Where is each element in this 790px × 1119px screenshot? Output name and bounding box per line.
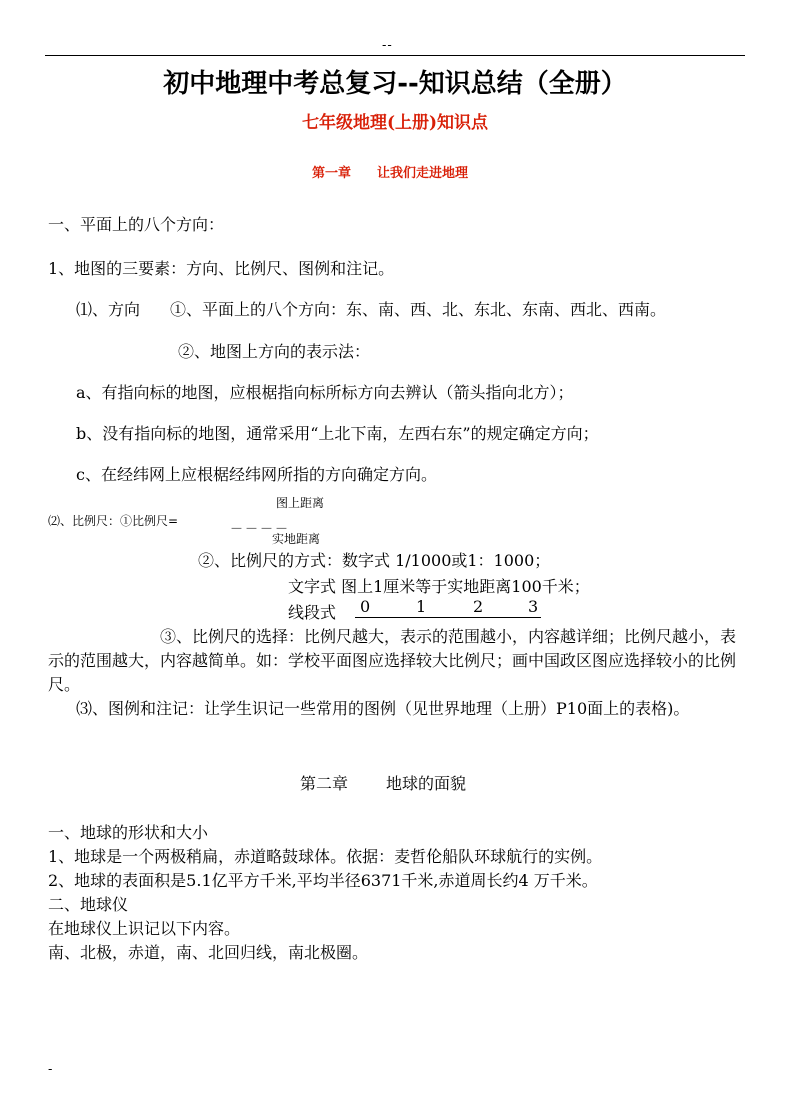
scale-text-form: 文字式 图上1厘米等于实地距离100千米；	[288, 577, 590, 596]
direction-label: ⑴、方向	[76, 300, 141, 319]
scale-ruler-line	[355, 617, 541, 618]
direction-point2: ②、地图上方向的表示法：	[178, 342, 371, 361]
item1-map-elements: 1、地图的三要素：方向、比例尺、图例和注记。	[48, 259, 395, 278]
section1-heading: 一、平面上的八个方向：	[48, 215, 225, 234]
ruler-mark-3: 3	[528, 597, 539, 616]
chapter1-name: 让我们走进地理	[377, 166, 469, 181]
scale-label: ⑵、比例尺：①比例尺=	[48, 514, 179, 528]
chapter2-name: 地球的面貌	[386, 774, 467, 793]
footer-dash: -	[48, 1062, 53, 1077]
scale-line-form: 线段式	[288, 603, 337, 622]
earth-heading: 一、地球的形状和大小	[48, 823, 209, 842]
globe-line1: 在地球仪上识记以下内容。	[48, 919, 241, 938]
chapter1-heading	[312, 162, 468, 181]
chapter2-heading	[300, 771, 466, 794]
earth-line2: 2、地球的表面积是5.1亿平方千米,平均半径6371千米,赤道周长约4 万千米。	[48, 871, 598, 890]
header-rule	[45, 55, 745, 56]
legend-note: ⑶、图例和注记：让学生识记一些常用的图例（见世界地理（上册）P10面上的表格)。	[76, 699, 690, 718]
header-dashes: --	[382, 38, 393, 53]
ruler-mark-1: 1	[416, 597, 427, 616]
chapter1-number: 第一章	[312, 166, 352, 181]
scale-methods: ②、比例尺的方式：数字式 1/1000或1：1000；	[198, 551, 551, 570]
scale-fraction-dashes: －－－－	[230, 522, 291, 537]
page-subtitle: 七年级地理(上册)知识点	[301, 113, 489, 133]
direction-c: c、在经纬网上应根椐经纬网所指的方向确定方向。	[76, 465, 437, 484]
chapter2-number: 第二章	[300, 774, 349, 793]
direction-a: a、有指向标的地图，应根椐指向标所标方向去辨认（箭头指向北方）；	[76, 383, 574, 402]
ruler-mark-0: 0	[360, 597, 371, 616]
scale-numerator: 图上距离	[276, 496, 325, 510]
globe-heading: 二、地球仪	[48, 895, 129, 914]
globe-line2: 南、北极，赤道，南、北回归线，南北极圈。	[48, 943, 369, 962]
page-title: 初中地理中考总复习--知识总结（全册）	[163, 69, 627, 99]
scale-denominator: 实地距离	[272, 532, 321, 546]
direction-point1: ①、平面上的八个方向：东、南、西、北、东北、东南、西北、西南。	[170, 300, 667, 319]
ruler-mark-2: 2	[473, 597, 484, 616]
scale-choice: ③、比例尺的选择：比例尺越大，表示的范围越小，内容越详细；比例尺越小，表示的范围越大，内容越简单。如：学校平面图应选择较大比例尺；画中国政区图应选择较小的比例尺。	[48, 627, 737, 694]
direction-b: b、没有指向标的地图，通常采用“上北下南，左西右东”的规定确定方向；	[76, 424, 599, 443]
earth-line1: 1、地球是一个两极稍扁，赤道略鼓球体。依据：麦哲伦船队环球航行的实例。	[48, 847, 603, 866]
